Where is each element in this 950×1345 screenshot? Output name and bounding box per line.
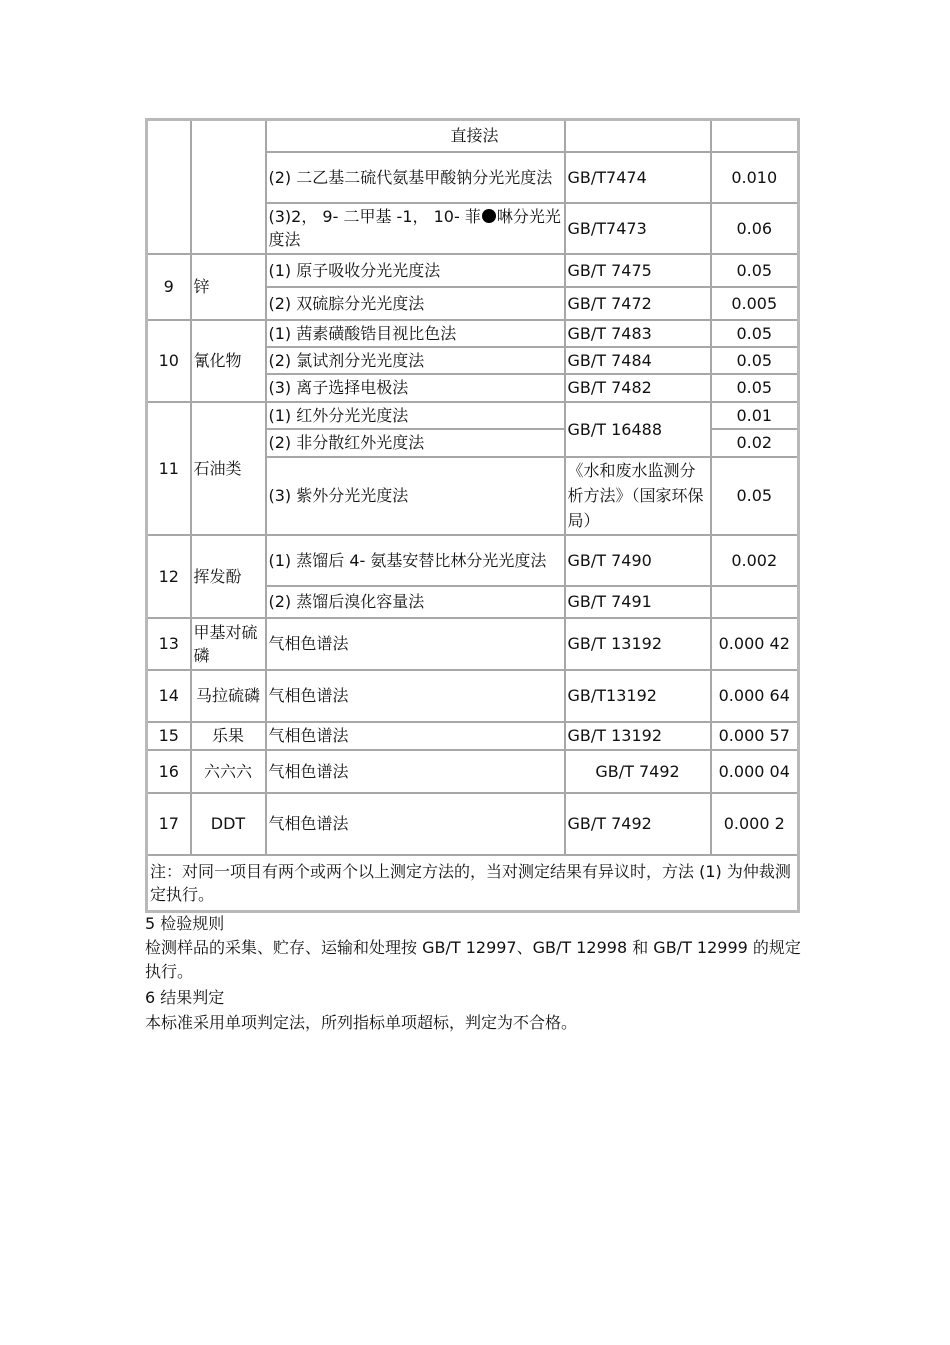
standards-table [145,118,800,913]
method-cell: 气相色谱法 [266,670,565,722]
limit-cell: 0.05 [711,457,799,535]
row-item-cell [191,120,266,254]
std-cell: GB/T 7492 [565,750,711,793]
method-cell: (2) 二乙基二硫代氨基甲酸钠分光光度法 [266,152,565,203]
method-cell: 气相色谱法 [266,793,565,855]
row-no-cell: 17 [147,793,191,855]
row-item-cell: 甲基对硫磷 [191,618,266,670]
row-item-cell: 六六六 [191,750,266,793]
method-cell: 气相色谱法 [266,722,565,750]
table-row [147,535,799,586]
section-heading: 5 检验规则 [145,914,225,933]
limit-cell: 0.02 [711,429,799,457]
table-row [147,722,799,750]
row-no-cell: 13 [147,618,191,670]
limit-cell [711,120,799,152]
limit-cell: 0.01 [711,402,799,429]
method-cell: (2) 双硫腙分光光度法 [266,287,565,320]
limit-cell: 0.000 57 [711,722,799,750]
table-row [147,855,799,912]
table-row [147,320,799,347]
limit-cell: 0.06 [711,203,799,254]
std-cell: GB/T 16488 [565,402,711,457]
table-note: 注：对同一项目有两个或两个以上测定方法的，当对测定结果有异议时，方法 (1) 为仲裁测定执行。 [147,855,799,912]
method-cell-left [269,124,449,147]
row-no-cell: 12 [147,535,191,618]
std-cell: GB/T 7484 [565,347,711,374]
row-no-cell: 10 [147,320,191,402]
method-cell: (1) 蒸馏后 4- 氨基安替比林分光光度法 [266,535,565,586]
std-cell: GB/T7473 [565,203,711,254]
method-cell: (1) 原子吸收分光光度法 [266,254,565,287]
limit-cell: 0.000 42 [711,618,799,670]
method-cell: (2) 非分散红外光度法 [266,429,565,457]
limit-cell: 0.000 04 [711,750,799,793]
row-no-cell: 9 [147,254,191,320]
std-cell: GB/T 7483 [565,320,711,347]
section-body: 检测样品的采集、贮存、运输和处理按 GB/T 12997、GB/T 12998 和 GB/T 12999 的规定执行。 [145,938,801,981]
table-row [147,793,799,855]
table-row [147,120,799,152]
row-no-cell: 11 [147,402,191,535]
row-no-cell: 15 [147,722,191,750]
section-body: 本标准采用单项判定法，所列指标单项超标，判定为不合格。 [145,1013,578,1032]
std-cell: GB/T 7492 [565,793,711,855]
std-cell: GB/T7474 [565,152,711,203]
row-no-cell [147,120,191,254]
limit-cell: 0.05 [711,347,799,374]
method-cell [266,120,565,152]
std-cell: 《水和废水监测分析方法》（国家环保局） [565,457,711,535]
method-cell-right: 直接法 [450,126,499,146]
filled-circle-icon [482,209,496,223]
std-cell: GB/T 13192 [565,722,711,750]
row-item-cell: 挥发酚 [191,535,266,618]
table-row [147,254,799,287]
limit-cell: 0.000 2 [711,793,799,855]
method-cell: (2) 氯试剂分光光度法 [266,347,565,374]
limit-cell: 0.002 [711,535,799,586]
std-cell: GB/T13192 [565,670,711,722]
row-item-cell: 石油类 [191,402,266,535]
row-no-cell: 14 [147,670,191,722]
method-cell: 气相色谱法 [266,618,565,670]
row-no-cell: 16 [147,750,191,793]
table-row [147,618,799,670]
method-cell: (1) 红外分光光度法 [266,402,565,429]
method-cell: 气相色谱法 [266,750,565,793]
std-cell: GB/T 7472 [565,287,711,320]
std-cell: GB/T 7482 [565,374,711,402]
limit-cell: 0.005 [711,287,799,320]
limit-cell: 0.05 [711,254,799,287]
method-cell: (2) 蒸馏后溴化容量法 [266,586,565,618]
section-heading: 6 结果判定 [145,988,225,1007]
std-cell [565,120,711,152]
std-cell: GB/T 7490 [565,535,711,586]
method-cell: (1) 茜素磺酸锆目视比色法 [266,320,565,347]
std-cell: GB/T 7475 [565,254,711,287]
std-cell: GB/T 7491 [565,586,711,618]
limit-cell: 0.010 [711,152,799,203]
limit-cell: 0.05 [711,320,799,347]
method-text-part: (3)2， 9- 二甲基 -1， 10- 菲 [268,207,481,226]
row-item-cell: DDT [191,793,266,855]
method-text-part: 啉分光光度法 [268,207,561,249]
method-cell: (3) 紫外分光光度法 [266,457,565,535]
table-row [147,750,799,793]
row-item-cell: 马拉硫磷 [191,670,266,722]
std-cell: GB/T 13192 [565,618,711,670]
table-row [147,670,799,722]
method-cell [266,203,565,254]
row-item-cell: 乐果 [191,722,266,750]
limit-cell [711,586,799,618]
limit-cell: 0.000 64 [711,670,799,722]
row-item-cell: 锌 [191,254,266,320]
limit-cell: 0.05 [711,374,799,402]
method-cell: (3) 离子选择电极法 [266,374,565,402]
row-item-cell: 氰化物 [191,320,266,402]
table-row [147,402,799,429]
